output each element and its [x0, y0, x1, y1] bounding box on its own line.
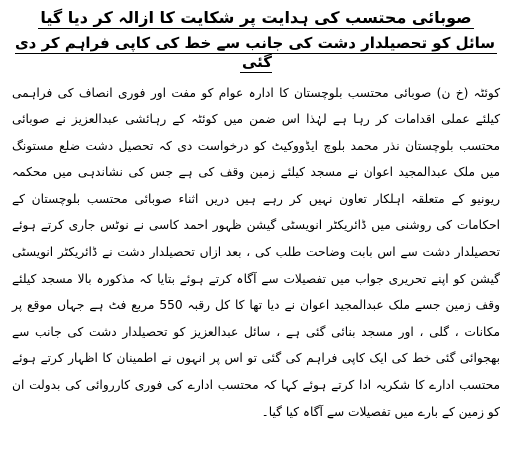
headline-sub-text: سائل کو تحصیلدار دشت کی جانب سے خط کی کاپی فراہم کر دی گئی — [14, 34, 496, 71]
headline-main-text: صوبائی محتسب کی ہدایت پر شکایت کا ازالہ کر دیا گیا — [40, 8, 472, 27]
headline-main — [12, 8, 500, 28]
article-body: کوئٹہ (خ ن) صوبائی محتسب بلوچستان کا ادارہ عوام کو مفت اور فوری انصاف کی فراہمی کیلئے عملی اقدامات کر رہا ہے لہٰذا اس ضمن میں کوئٹہ کے رہائشی عبدالعزیز نے صوبائی محتسب بلوچستان نذر محمد بلوچ ایڈووکیٹ کو درخواست دی کہ تحصیل دشت ضلع مستونگ میں ملک عبدالمجید اعوان نے مسجد کیلئے زمین وقف کی ہے جس کی نشاندہی میں محکمہ ریونیو کے متعلقہ اہلکار تعاون نہیں کر رہے ہیں دریں اثناء صوبائی محتسب بلوچستان کے احکامات کی روشنی میں ڈائریکٹر انویسٹی گیشن ظہور احمد کاسی نے نوٹس جاری کرتے ہوئے تحصیلدار دشت سے اس بابت وضاحت طلب کی ، بعد ازاں تحصیلدار دشت نے ڈائریکٹر انویسٹی گیشن کو اپنے تحریری جواب میں تفصیلات سے آگاہ کرتے ہوئے بتایا کہ مذکورہ بالا مسجد کیلئے وقف زمین جسے ملک عبدالمجید اعوان نے دیا تھا کا کل رقبہ 550 مربع فٹ ہے جہاں موقع پر مکانات ، گلی ، اور مسجد بنائی گئی ہے ، سائل عبدالعزیز کو تحصیلدار دشت کی جانب سے بھجوائی گئی خط کی ایک کاپی فراہم کی گئی تو اس پر انہوں نے اطمینان کا اظہار کرتے ہوئے محتسب ادارے کا شکریہ ادا کرتے ہوئے کہا کہ محتسب ادارے کی فوری کارروائی کی بدولت ان کو زمین کے بارے میں تفصیلات سے آگاہ کیا گیا۔ — [12, 85, 500, 419]
headline-sub — [12, 34, 500, 72]
